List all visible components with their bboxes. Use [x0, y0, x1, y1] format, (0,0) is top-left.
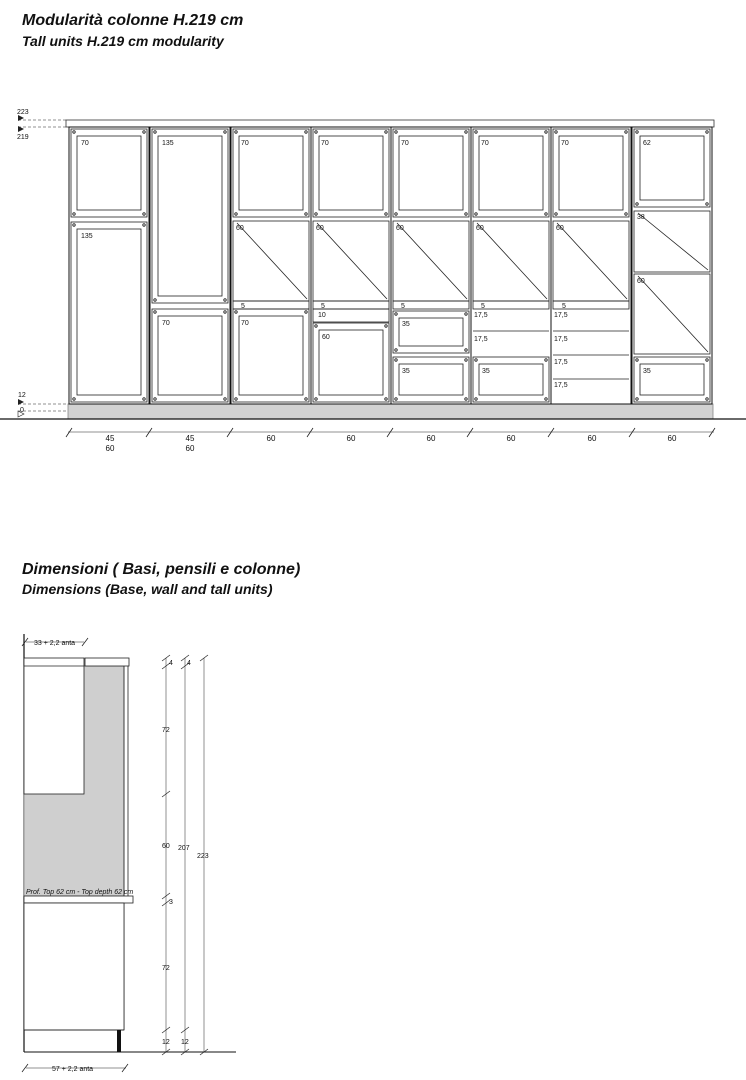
- module-label: 70: [241, 140, 249, 147]
- module-label: 5: [481, 303, 485, 310]
- module-label: 17,5: [554, 359, 568, 366]
- module-label: 35: [643, 368, 651, 375]
- stack-label: 72: [162, 727, 170, 734]
- elevation-plinth: [68, 404, 713, 419]
- module-label: 60: [322, 334, 330, 341]
- width-label: 60: [266, 434, 276, 443]
- module-label: 60: [476, 225, 484, 232]
- tall-unit-3: [231, 127, 311, 404]
- tall-unit-2: [150, 127, 230, 404]
- width-label: 45: [105, 434, 115, 443]
- elevation-width-labels: [106, 434, 677, 453]
- width-label: 60: [506, 434, 516, 443]
- module-label: 60: [316, 225, 324, 232]
- module-label: 70: [401, 140, 409, 147]
- module-label: 35: [482, 368, 490, 375]
- module-label: 10: [318, 312, 326, 319]
- module-label: 60: [396, 225, 404, 232]
- module-label: 70: [321, 140, 329, 147]
- section-title-italian: Dimensioni ( Basi, pensili e colonne): [22, 561, 301, 578]
- width-label: 60: [185, 444, 195, 453]
- module-label: 60: [236, 225, 244, 232]
- width-label: 60: [426, 434, 436, 443]
- module-label: 5: [562, 303, 566, 310]
- top-depth-note: Prof. Top 62 cm - Top depth 62 cm: [26, 889, 134, 896]
- module-label: 70: [81, 140, 89, 147]
- module-label: 70: [162, 320, 170, 327]
- stack-label: 4: [169, 660, 173, 667]
- tall-label: 207: [178, 845, 190, 852]
- worktop: [24, 896, 133, 903]
- elevation-title-italian: Modularità colonne H.219 cm: [22, 12, 244, 29]
- module-label: 70: [481, 140, 489, 147]
- module-label: 35: [402, 321, 410, 328]
- tall-unit-5: [391, 127, 471, 404]
- width-label: 60: [105, 444, 115, 453]
- wall-unit-side: [24, 658, 84, 794]
- tall-label: 4: [187, 660, 191, 667]
- tall-unit-1: [69, 127, 149, 404]
- elevation-title-english: Tall units H.219 cm modularity: [22, 33, 224, 49]
- height-label-219: 219: [17, 134, 29, 141]
- tall-label: 12: [181, 1039, 189, 1046]
- module-label: 5: [241, 303, 245, 310]
- width-label: 60: [346, 434, 356, 443]
- base-depth-label: 57 + 2,2 anta: [52, 1066, 94, 1073]
- module-label: 60: [637, 278, 645, 285]
- section-title-english: Dimensions (Base, wall and tall units): [22, 581, 273, 597]
- module-label: 17,5: [474, 312, 488, 319]
- module-label: 5: [321, 303, 325, 310]
- stack-label: 12: [162, 1039, 170, 1046]
- wall-depth-label: 33 + 2,2 anta: [34, 640, 76, 647]
- module-label: 35: [402, 368, 410, 375]
- stack-label: 60: [162, 843, 170, 850]
- tall-unit-8: [632, 127, 712, 404]
- module-label: 62: [643, 140, 651, 147]
- tall-unit-4: [311, 127, 391, 404]
- module-label: 17,5: [554, 336, 568, 343]
- width-label: 45: [185, 434, 195, 443]
- base-unit-side: [24, 903, 124, 1030]
- module-label: 70: [561, 140, 569, 147]
- module-label: 38: [637, 214, 645, 221]
- module-label: 17,5: [554, 312, 568, 319]
- stack-label: 72: [162, 965, 170, 972]
- elevation-module-labels: [81, 140, 651, 389]
- module-label: 60: [556, 225, 564, 232]
- tall-unit-6: [471, 127, 551, 404]
- height-label-223: 223: [17, 109, 29, 116]
- height-label-0: 0: [20, 407, 24, 414]
- width-label: 60: [667, 434, 677, 443]
- module-label: 17,5: [474, 336, 488, 343]
- width-label: 60: [587, 434, 597, 443]
- module-label: 5: [401, 303, 405, 310]
- plinth-leg: [117, 1030, 121, 1052]
- height-label-12: 12: [18, 392, 26, 399]
- total-label: 223: [197, 853, 209, 860]
- module-label: 70: [241, 320, 249, 327]
- module-label: 135: [162, 140, 174, 147]
- elevation-top-slab: [66, 120, 714, 127]
- elevation-drawing: [0, 115, 746, 437]
- module-label: 135: [81, 233, 93, 240]
- stack-label: 3: [169, 899, 173, 906]
- module-label: 17,5: [554, 382, 568, 389]
- elevation-height-labels: [17, 109, 29, 414]
